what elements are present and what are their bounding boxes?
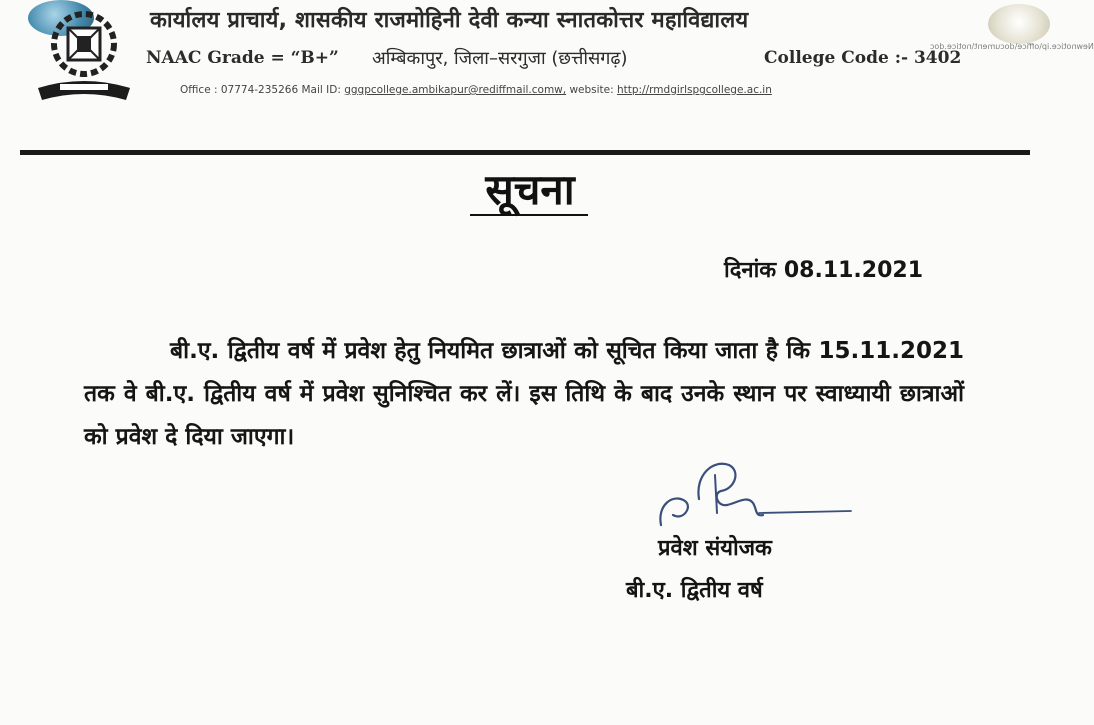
college-code: College Code :- 3402 <box>764 48 962 68</box>
header-divider <box>20 150 1030 155</box>
college-logo <box>30 2 138 102</box>
signatory-class: बी.ए. द्वितीय वर्ष <box>626 578 763 603</box>
office-phone: Office : 07774-235266 <box>180 84 299 96</box>
notice-date: दिनांक 08.11.2021 <box>724 258 924 283</box>
scan-artifact-right <box>988 4 1050 44</box>
college-address: अम्बिकापुर, जिला–सरगुजा (छत्तीसगढ़) <box>372 48 628 69</box>
heading-underline <box>470 214 588 216</box>
mail-label: Mail ID: <box>301 84 341 96</box>
letterhead-row <box>146 42 1094 76</box>
website-label: website: <box>569 84 614 96</box>
notice-heading: सूचना <box>485 165 575 214</box>
notice-body: बी.ए. द्वितीय वर्ष में प्रवेश हेतु नियमित छात्राओं को सूचित किया जाता है कि 15.11.2021 तक वे बी.ए. द्वितीय वर्ष में प्रवेश सुनिश्चित कर लें। इस तिथि के बाद उनके स्थान पर स्वाध्यायी छात्राओं को प्रवेश दे दिया जाएगा। <box>84 338 964 450</box>
contact-line <box>180 84 772 96</box>
website-link: http://rmdgirlspgcollege.ac.in <box>617 84 772 96</box>
college-name: कार्यालय प्राचार्य, शासकीय राजमोहिनी देवी कन्या स्नातकोत्तर महाविद्यालय <box>150 8 749 33</box>
bleed-through-text: Newnotice.ip\office\document\notice.doc <box>930 42 1094 51</box>
naac-grade: NAAC Grade = “B+” <box>146 48 339 68</box>
mail-address: gggpcollege.ambikapur@rediffmail.comw, <box>344 84 567 96</box>
signatory-role: प्रवेश संयोजक <box>658 536 772 561</box>
handwritten-signature <box>655 455 855 535</box>
